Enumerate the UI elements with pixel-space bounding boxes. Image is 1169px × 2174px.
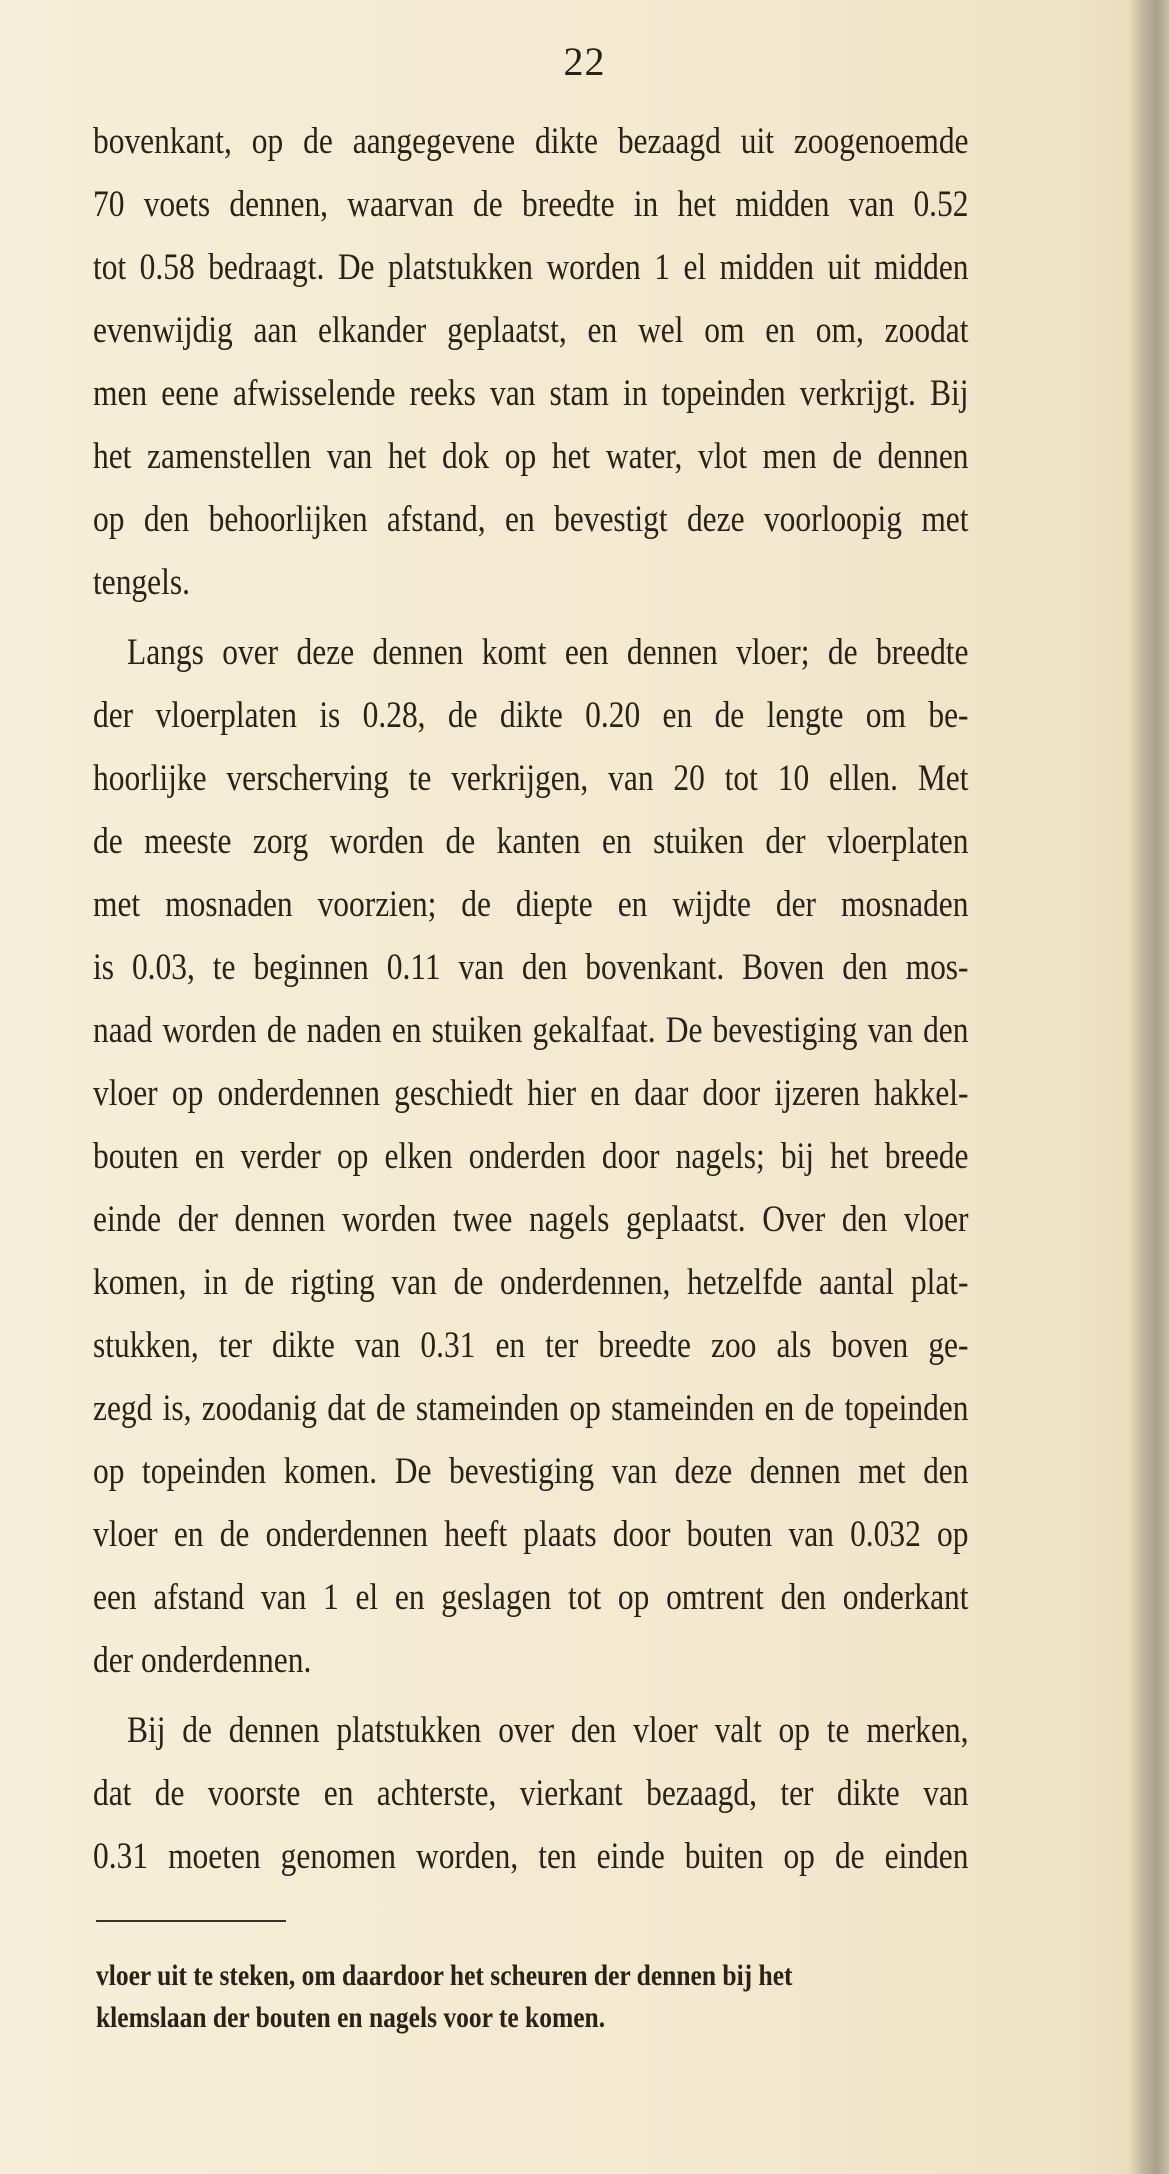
text-line: een afstand van 1 el en geslagen tot op omtrent den onderkant: [93, 1577, 969, 1618]
page-number: 22: [563, 39, 606, 84]
text-line: tot 0.58 bedraagt. De platstukken worden 1 el midden uit midden: [93, 247, 969, 288]
text-line: naad worden de naden en stuiken gekalfaat. De bevestiging van den: [93, 1010, 969, 1051]
body-text: [93, 110, 969, 1888]
text-line: einde der dennen worden twee nagels geplaatst. Over den vloer: [93, 1199, 969, 1240]
text-line: het zamenstellen van het dok op het water, vlot men de dennen: [93, 436, 969, 477]
text-line: bovenkant, op de aangegevene dikte bezaagd uit zoogenoemde: [93, 121, 969, 162]
footnote-divider: [96, 1920, 286, 1922]
text-line: dat de voorste en achterste, vierkant bezaagd, ter dikte van: [93, 1773, 969, 1814]
text-line: men eene afwisselende reeks van stam in topeinden verkrijgt. Bij: [93, 373, 969, 414]
text-line: op topeinden komen. De bevestiging van deze dennen met den: [93, 1451, 969, 1492]
text-line: zegd is, zoodanig dat de stameinden op stameinden en de topeinden: [93, 1388, 969, 1429]
text-line: met mosnaden voorzien; de diepte en wijdte der mosnaden: [93, 884, 969, 925]
text-line: op den behoorlijken afstand, en bevestigt deze voorloopig met: [93, 499, 969, 540]
text-line: 70 voets dennen, waarvan de breedte in het midden van 0.52: [93, 184, 969, 225]
text-line: Langs over deze dennen komt een dennen vloer; de breedte: [127, 632, 969, 673]
page-edge-shadow: [1129, 0, 1169, 2174]
text-line: bouten en verder op elken onderden door nagels; bij het breede: [93, 1136, 969, 1177]
text-line: vloer op onderdennen geschiedt hier en daar door ijzeren hakkel-: [93, 1073, 969, 1114]
text-line: tengels.: [93, 562, 190, 603]
text-line: hoorlijke verscherving te verkrijgen, van 20 tot 10 ellen. Met: [93, 758, 969, 799]
footnote: [96, 1955, 1086, 2039]
text-line: vloer en de onderdennen heeft plaats door bouten van 0.032 op: [93, 1514, 969, 1555]
text-line: Bij de dennen platstukken over den vloer valt op te merken,: [127, 1710, 969, 1751]
text-line: de meeste zorg worden de kanten en stuiken der vloerplaten: [93, 821, 969, 862]
footnote-line: vloer uit te steken, om daardoor het scheuren der dennen bij het: [96, 1959, 793, 1992]
text-line: 0.31 moeten genomen worden, ten einde buiten op de einden: [93, 1836, 969, 1877]
text-line: der vloerplaten is 0.28, de dikte 0.20 en de lengte om be-: [93, 695, 969, 736]
text-line: stukken, ter dikte van 0.31 en ter breedte zoo als boven ge-: [93, 1325, 969, 1366]
text-line: evenwijdig aan elkander geplaatst, en wel om en om, zoodat: [93, 310, 969, 351]
text-line: der onderdennen.: [93, 1640, 312, 1681]
footnote-line: klemslaan der bouten en nagels voor te komen.: [96, 2001, 606, 2034]
text-line: komen, in de rigting van de onderdennen, hetzelfde aantal plat-: [93, 1262, 969, 1303]
text-line: is 0.03, te beginnen 0.11 van den bovenkant. Boven den mos-: [93, 947, 969, 988]
